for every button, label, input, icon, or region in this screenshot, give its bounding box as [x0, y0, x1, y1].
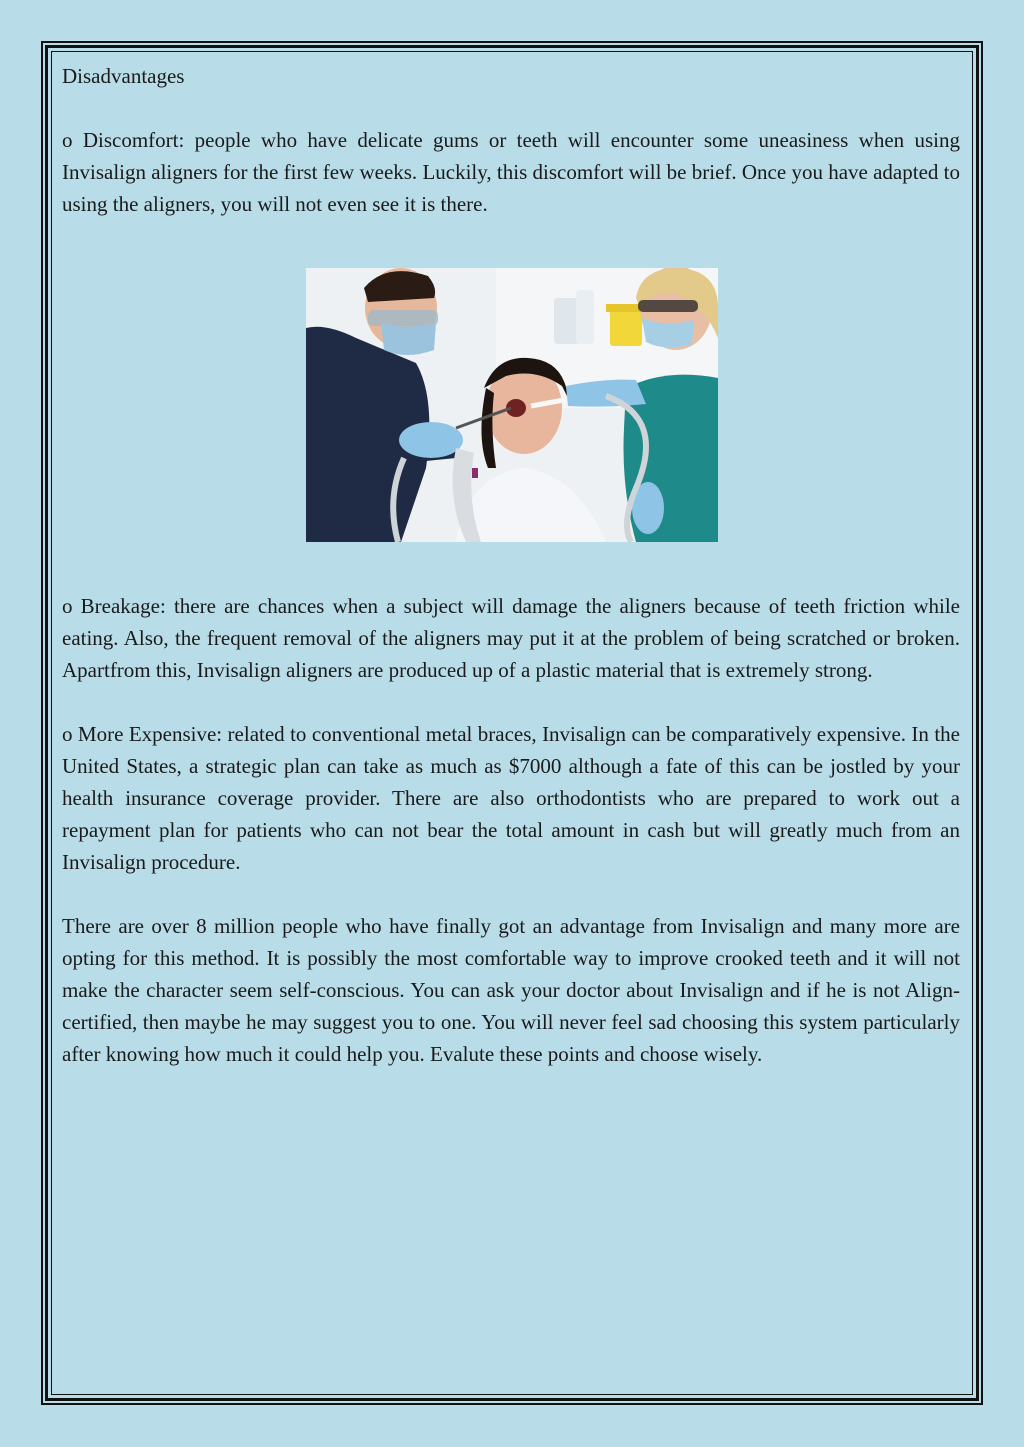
paragraph-conclusion: There are over 8 million people who have finally got an advantage from Invisalign and many more are opting for this method. It is possibly the most comfortable way to improve crooked teeth and it will not make the character seem self-conscious. You can ask your doctor about Invisalign and if he is not Align-certified, then maybe he may suggest you to one. You will never feel sad choosing this system particularly after knowing how much it could help you. Evalute these points and choose wisely. — [62, 914, 960, 1066]
section-heading: Disadvantages — [62, 64, 185, 88]
paragraph-gap — [62, 878, 960, 910]
paragraph-breakage: o Breakage: there are chances when a subject will damage the aligners because of teeth friction while eating. Also, the frequent removal of the aligners may put it at the problem of being scratched or broken. Apartfrom this, Invisalign aligners are produced up of a plastic material that is extremely strong. — [62, 594, 960, 682]
paragraph-discomfort: o Discomfort: people who have delicate gums or teeth will encounter some uneasiness when using Invisalign aligners for the first few weeks. Luckily, this discomfort will be brief. Once you have adapted to using the aligners, you will not even see it is there. — [62, 128, 960, 216]
dental-photo — [306, 268, 718, 542]
paragraph-gap — [62, 686, 960, 718]
dental-photo-illustration — [306, 268, 718, 542]
paragraph-expensive: o More Expensive: related to conventional metal braces, Invisalign can be comparatively expensive. In the United States, a strategic plan can take as much as $7000 although a fate of this can be jostled by your health insurance coverage provider. There are also orthodontists who are prepared to work out a repayment plan for patients who can not bear the total amount in cash but will greatly much from an Invisalign procedure. — [62, 722, 960, 874]
document-body — [62, 60, 960, 1070]
